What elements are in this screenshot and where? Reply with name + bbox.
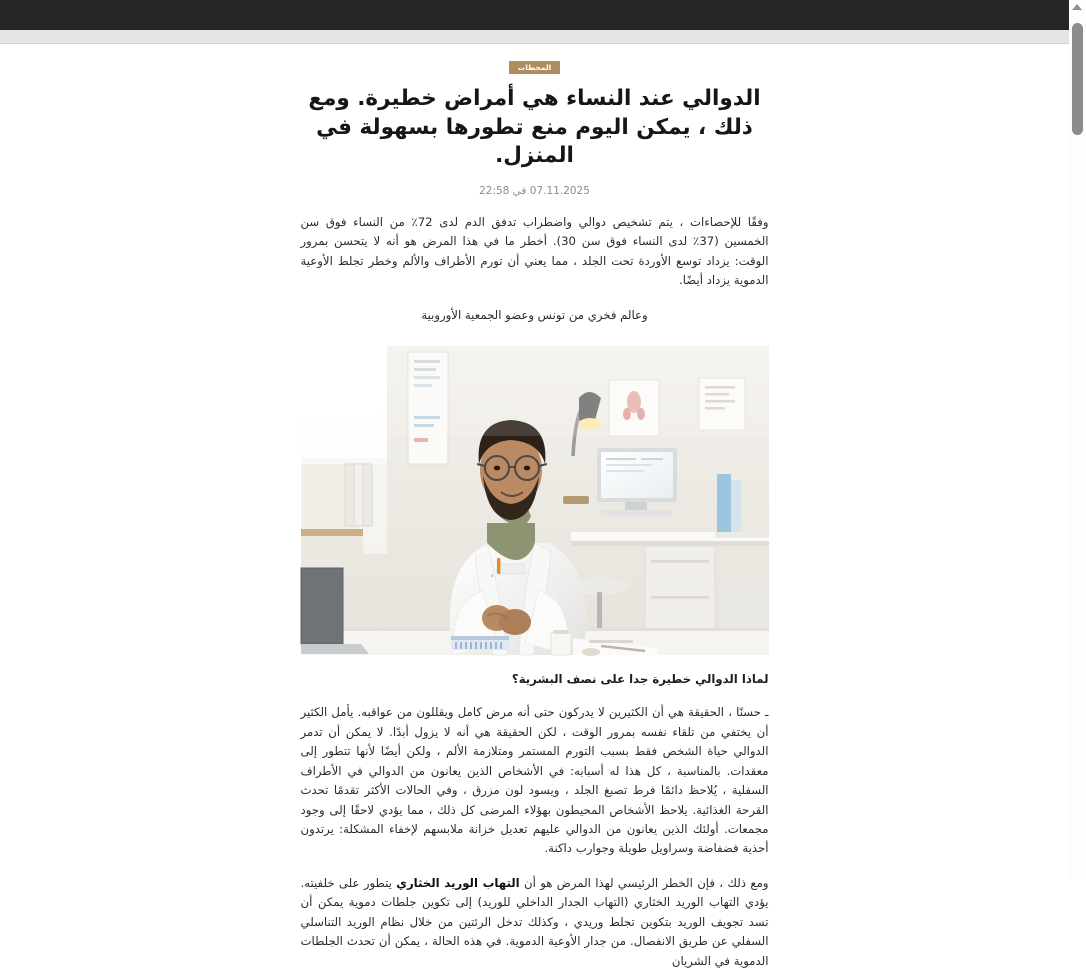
category-badge-row [301, 57, 769, 76]
article-body [301, 213, 769, 971]
scrollbar-thumb[interactable] [1072, 23, 1083, 135]
section-heading: لماذا الدوالي خطيرة جدا على نصف البشرية؟ [511, 671, 769, 686]
page-title: الدوالي عند النساء هي أمراض خطيرة. ومع ذلك ، يمكن اليوم منع تطورها بسهولة في المنزل. [308, 86, 761, 169]
browser-dark-titlebar [0, 0, 1086, 30]
browser-toolbar-strip [0, 30, 1069, 44]
page-scrollbar[interactable] [1069, 0, 1086, 880]
hero-image [301, 346, 769, 655]
page-viewport [0, 44, 1069, 968]
scroll-up-arrow-icon[interactable] [1072, 4, 1082, 10]
lead-paragraph: وفقًا للإحصاءات ، يتم تشخيص دوالي واضطراب تدفق الدم لدى 72٪ من النساء فوق سن الخمسين (37٪ لدى النساء فوق سن 30). أخطر ما في هذا المرض هو أنه لا يتحسن بمرور الوقت: يزداد توسع الأوردة تحت الجلد ، مما يعني أن تورم الأطراف والألم وخطر تجلط الأوعية الدموية يزداد أيضًا. [300, 214, 769, 288]
article-timestamp: 07.11.2025 في 22:58 [479, 184, 590, 197]
category-badge[interactable]: المحطات [509, 61, 560, 75]
paragraph-3-text-after: يتطور على خلفيته. يؤدي التهاب الوريد الخثاري (التهاب الجدار الداخلي للوريد) إلى تكوين جلطات دموية يمكن أن تسد تجويف الوريد بتكوين تجلط وريدي ، وكذلك تدخل الرئتين من خلال نظام الوريد التناسلي السفلي عن طريق الانفصال. من جدار الأوعية الدموية. في هذه الحالة ، يمكن أن تحدث الجلطات الدموية في الشريان [300, 875, 769, 968]
body-paragraph-2: ـ حسنًا ، الحقيقة هي أن الكثيرين لا يدركون حتى أنه مرض كامل ويقللون من عواقبه. يأمل الكثير أن يختفي من تلقاء نفسه بمرور الوقت ، لكن الحقيقة هي أنه لا يزول أبدًا. لا يمكن أن تدمر الدوالي حياة الشخص فقط بسبب التورم المستمر ومتلازمة الألم ، ولكن أيضًا لأنها تتطور إلى معقدات. بالمناسبة ، كل هذا له أسبابه: في الأشخاص الذين يعانون من الدوالي في الأطراف السفلية ، يُلاحظ دائمًا فرط تصبغ الجلد ، ويسود لون مزرق ، وفي الحالات الأكثر تقدمًا تحدث القرحة الغذائية. يلاحظ الأشخاص المحيطون بهؤلاء المرضى كل ذلك ، مما يؤدي لاحقًا إلى وجود مجمعات. أولئك الذين يعانون من الدوالي عليهم تعديل خزانة ملابسهم لإخفاء المشكلة: يرتدون أحذية فضفاضة وسراويل طويلة وجوارب داكنة. [300, 705, 769, 856]
thrombophlebitis-term: التهاب الوريد الخثاري [396, 875, 520, 890]
body-paragraph-3 [301, 874, 769, 971]
article-container [301, 44, 769, 971]
paragraph-3-text-before: ومع ذلك ، فإن الخطر الرئيسي لهذا المرض هو أن [519, 875, 769, 890]
author-attribution: وعالم فخري من تونس وعضو الجمعية الأوروبية [421, 308, 648, 323]
